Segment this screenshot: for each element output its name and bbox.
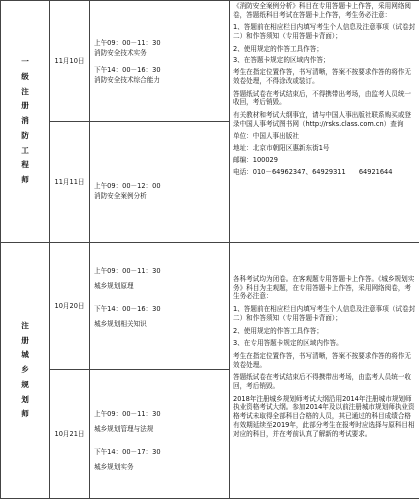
exam-name: 注册城乡规划师 [21,320,29,419]
exam-date: 10月21日 [54,429,85,438]
session-cell [90,370,230,499]
exam-date-cell [50,122,90,243]
table-row [1,243,419,370]
note-text: 答题纸试卷在考试结束后，不得携带出考场，由监考人员统一收回，考后销毁。 [233,89,412,107]
note-text: 《消防安全案例分析》科目在专用答题卡上作答，采用网络阅卷，答题纸科目考试在答题卡上作答，考生务必注意： [233,2,412,19]
publisher-address: 地址：北京市朝阳区惠新东街1号 [233,144,330,153]
session-time: 上午09：00－12：00 [94,182,161,190]
exam-date: 10月20日 [54,301,85,310]
table-row [1,1,419,122]
session-subject: 城乡规划相关知识 [94,319,147,328]
note-text: 考生在指定位置作答，书写清晰，答案不按要求作答的将作无效卷处理，不得涂改或装订。 [233,68,412,85]
publisher-postcode: 邮编：100029 [233,155,278,164]
session-time: 下午14：00－16：30 [94,66,161,75]
publisher-phone: 电话：010－64962347、64929311 64921644 [233,167,393,176]
note-text: 1、答题前在相应栏目内填写考生个人信息及注意事项（试卷封二）和作答须知（专用答题卡背面）； [233,305,416,322]
note-text: 2、使用规定的作答工具作答； [233,326,323,335]
note-text: 1、答题前在相应栏目内填写考生个人信息及注意事项（试卷封二）和作答须知（专用答题卡背面）； [233,23,416,41]
session-time: 下午14：00－17：30 [94,448,161,457]
session-time: 上午09：00－11：30 [94,410,161,418]
note-text: 2018年注册城乡规划师考试大纲沿用2014年注册城市规划师执业资格考试大纲。参加2014年及以前注册城市规划师执业资格考试未取得全部科目合格的人员，其已通过的科目成绩合格有效期延续至2019年，此部分考生在报考时应选择与原科目相对应的科目，并在考前认真了解新的考试要求。 [233,394,415,438]
exam-date-cell [50,370,90,499]
note-text: 3、在专用答题卡规定的区域内作答。 [233,339,343,348]
session-subject: 城乡规划实务 [94,462,134,471]
exam-date-cell [50,243,90,370]
session-subject: 消防安全技术综合能力 [94,75,160,84]
exam-date-cell [50,1,90,122]
exam-name-cell [1,243,50,499]
session-cell [90,122,230,243]
session-time: 下午14：00－16：30 [94,305,161,314]
note-text: 有关教材和考试大纲事宜，请与中国人事出版社联系购买或登录中国人事考试图书网（http://rsks.class.com.cn）查询 [233,111,412,128]
notes-cell [230,243,419,499]
session-subject: 消防安全技术实务 [94,48,147,57]
session-time: 上午09：00－11：30 [94,267,161,275]
session-time: 上午09：00－11：30 [94,39,161,47]
exam-date: 11月11日 [54,177,85,186]
note-text: 2、使用规定的作答工具作答； [233,44,323,53]
session-subject: 消防安全案例分析 [94,191,147,200]
exam-name: 一级注册消防工程师 [21,56,29,185]
session-subject: 城乡规划管理与法规 [94,424,154,433]
session-cell [90,1,230,122]
session-cell [90,243,230,370]
note-text: 3、在答题卡规定的区域内作答； [233,55,330,64]
notes-cell [230,1,419,243]
note-text: 考生在指定位置作答，书写清晰，答案不按要求作答的将作无效卷处理。 [233,351,412,369]
exam-name-cell [1,1,50,243]
note-text: 答题纸试卷在考试结束后不得携带出考场，由监考人员统一收回，考后销毁。 [233,373,412,391]
publisher-name: 单位：中国人事出版社 [233,132,299,141]
exam-date: 11月10日 [54,56,85,65]
note-text: 各科考试均为闭卷。在客观题专用答题卡上作答。《城乡规划实务》科目为主观题，在专用答题卡上作答，采用网络阅卷，考生务必注意： [233,275,415,301]
session-subject: 城乡规划原理 [94,281,134,290]
